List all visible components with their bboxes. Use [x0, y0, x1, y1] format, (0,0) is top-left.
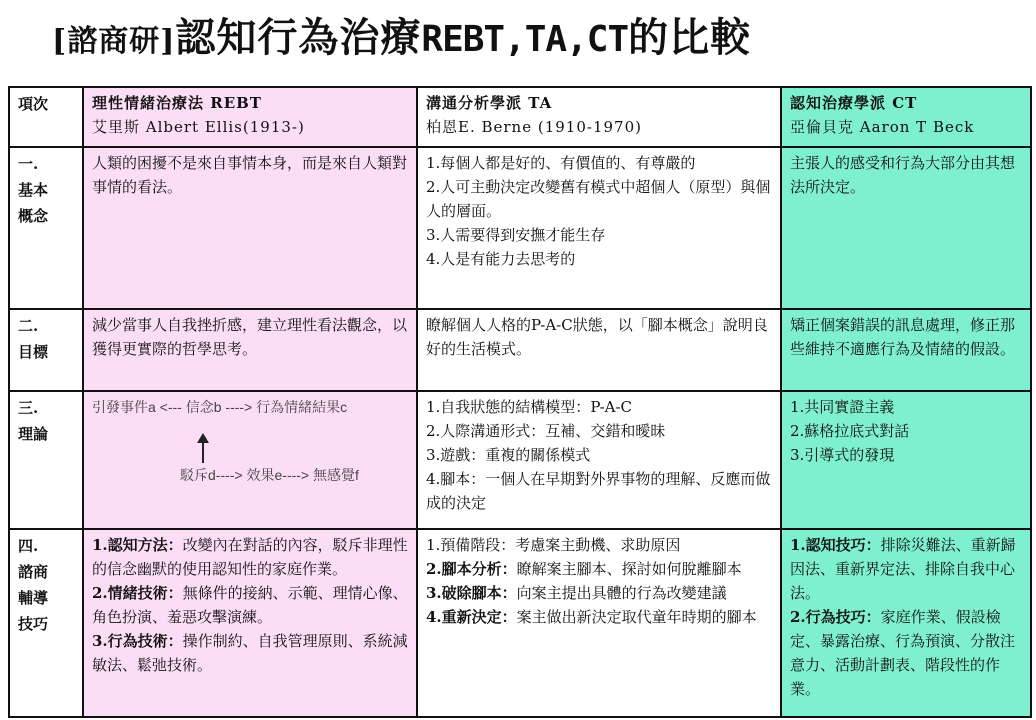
technique-term: 4.重新決定：	[426, 608, 517, 626]
technique-text: 排除災難法、重新歸因法、重新界定法、排除自我中心法。	[790, 536, 1016, 602]
theory-ta-item: 2.人際溝通形式：互補、交錯和曖昧	[426, 422, 666, 440]
goal-label-cell	[9, 309, 83, 391]
technique-ta-cell	[417, 529, 781, 717]
technique-term: 1.認知方法：	[92, 536, 183, 554]
technique-term: 2.行為技巧：	[790, 608, 881, 626]
theory-rebt-diagram	[92, 395, 408, 513]
technique-text: 1.預備階段：考慮案主動機、求助原因	[426, 536, 681, 554]
theory-ta-item: 1.自我狀態的結構模型：P-A-C	[426, 398, 633, 416]
arrow-up-icon	[202, 441, 204, 463]
header-item-label: 項次	[18, 95, 49, 113]
technique-ct-item	[790, 533, 1022, 605]
goal-rebt-text: 減少當事人自我挫折感，建立理性看法觀念，以獲得更實際的哲學思考。	[92, 316, 408, 358]
theory-rebt-cell	[83, 391, 417, 529]
technique-label-2: 輔導	[18, 589, 49, 607]
header-ta-cell	[417, 87, 781, 147]
concept-rebt-text: 人類的困擾不是來自事情本身，而是來自人類對事情的看法。	[92, 154, 408, 196]
goal-ct-text: 矯正個案錯誤的訊息處理，修正那些維持不適應行為及情緒的假設。	[790, 316, 1016, 358]
theory-row	[9, 391, 1031, 529]
goal-ta-text: 瞭解個人人格的P-A-C狀態，以「腳本概念」說明良好的生活模式。	[426, 316, 768, 358]
title-latin: REBT,TA,CT	[421, 19, 629, 60]
technique-rebt-item	[92, 533, 408, 581]
concept-ta-item: 3.人需要得到安撫才能生存	[426, 226, 606, 244]
goal-num: 二.	[18, 317, 39, 335]
concept-rebt-cell	[83, 147, 417, 309]
theory-ct-item: 1.共同實證主義	[790, 398, 895, 416]
technique-term: 3.行為技術：	[92, 632, 183, 650]
concept-ta-item: 1.每個人都是好的、有價值的、有尊嚴的	[426, 154, 696, 172]
technique-label-cell	[9, 529, 83, 717]
technique-text: 家庭作業、假設檢定、暴露治療、行為預演、分散注意力、活動計劃表、階段性的作業。	[790, 608, 1016, 698]
concept-ct-cell	[781, 147, 1031, 309]
goal-rebt-cell	[83, 309, 417, 391]
technique-term: 3.破除腳本：	[426, 584, 517, 602]
technique-rebt-item	[92, 629, 408, 677]
technique-ta-item	[426, 605, 772, 629]
technique-rebt-item	[92, 581, 408, 629]
technique-rebt-cell	[83, 529, 417, 717]
header-rebt-cell	[83, 87, 417, 147]
ta-person: 柏恩E. Berne (1910-1970)	[426, 118, 642, 136]
goal-ta-cell	[417, 309, 781, 391]
header-ct-cell	[781, 87, 1031, 147]
header-item-cell	[9, 87, 83, 147]
theory-ct-item: 3.引導式的發現	[790, 446, 895, 464]
ct-person: 亞倫貝克 Aaron T Beck	[790, 118, 975, 136]
technique-term: 2.腳本分析：	[426, 560, 517, 578]
header-row	[9, 87, 1031, 147]
theory-ta-item: 4.腳本：一個人在早期對外界事物的理解、反應而做成的決定	[426, 470, 771, 512]
technique-label-1: 諮商	[18, 563, 49, 581]
theory-label: 理論	[18, 425, 49, 443]
technique-row	[9, 529, 1031, 717]
theory-rebt-bottom: 駁斥d----> 效果e----> 無感覺f	[180, 467, 359, 483]
page-title	[52, 6, 751, 63]
theory-num: 三.	[18, 399, 39, 417]
concept-num: 一.	[18, 155, 39, 173]
theory-label-cell	[9, 391, 83, 529]
concept-ta-cell	[417, 147, 781, 309]
goal-row	[9, 309, 1031, 391]
theory-ta-cell	[417, 391, 781, 529]
ta-name: 溝通分析學派 TA	[426, 94, 553, 112]
theory-ct-cell	[781, 391, 1031, 529]
technique-text: 改變內在對話的內容，駁斥非理性的信念幽默的使用認知性的家庭作業。	[92, 536, 408, 578]
technique-text: 向案主提出具體的行為改變建議	[516, 584, 727, 602]
concept-ct-text: 主張人的感受和行為大部分由其想法所決定。	[790, 154, 1016, 196]
concept-label-2: 概念	[18, 207, 49, 225]
concept-label-cell	[9, 147, 83, 309]
technique-label-3: 技巧	[18, 615, 49, 633]
technique-text: 瞭解案主腳本、探討如何脫離腳本	[516, 560, 742, 578]
concept-ta-item: 4.人是有能力去思考的	[426, 250, 576, 268]
rebt-person: 艾里斯 Albert Ellis(1913-)	[92, 118, 305, 136]
technique-ct-item	[790, 605, 1022, 701]
concept-label-1: 基本	[18, 181, 49, 199]
technique-ta-item	[426, 557, 772, 581]
technique-text: 案主做出新決定取代童年時期的腳本	[516, 608, 757, 626]
rebt-name: 理性情緒治療法 REBT	[92, 94, 262, 112]
theory-rebt-top: 引發事件a <--- 信念b ----> 行為情緒結果c	[92, 399, 348, 415]
technique-term: 1.認知技巧：	[790, 536, 881, 554]
title-suffix: 的比較	[628, 14, 752, 61]
title-prefix: [諮商研]	[52, 24, 176, 59]
goal-ct-cell	[781, 309, 1031, 391]
title-main: 認知行為治療	[175, 14, 422, 61]
concept-ta-item: 2.人可主動決定改變舊有模式中超個人（原型）與個人的層面。	[426, 178, 771, 220]
technique-ct-cell	[781, 529, 1031, 717]
technique-ta-item	[426, 581, 772, 605]
technique-ta-item	[426, 533, 772, 557]
goal-label: 目標	[18, 343, 49, 361]
technique-num: 四.	[18, 537, 39, 555]
technique-text: 操作制約、自我管理原則、系統減敏法、鬆弛技術。	[92, 632, 408, 674]
ct-name: 認知治療學派 CT	[790, 94, 918, 112]
theory-ta-item: 3.遊戲：重複的關係模式	[426, 446, 591, 464]
technique-term: 2.情緒技術：	[92, 584, 183, 602]
comparison-table	[8, 86, 1032, 718]
technique-text: 無條件的接納、示範、理情心像、角色扮演、羞惡攻擊演練。	[92, 584, 408, 626]
concept-row	[9, 147, 1031, 309]
theory-ct-item: 2.蘇格拉底式對話	[790, 422, 910, 440]
